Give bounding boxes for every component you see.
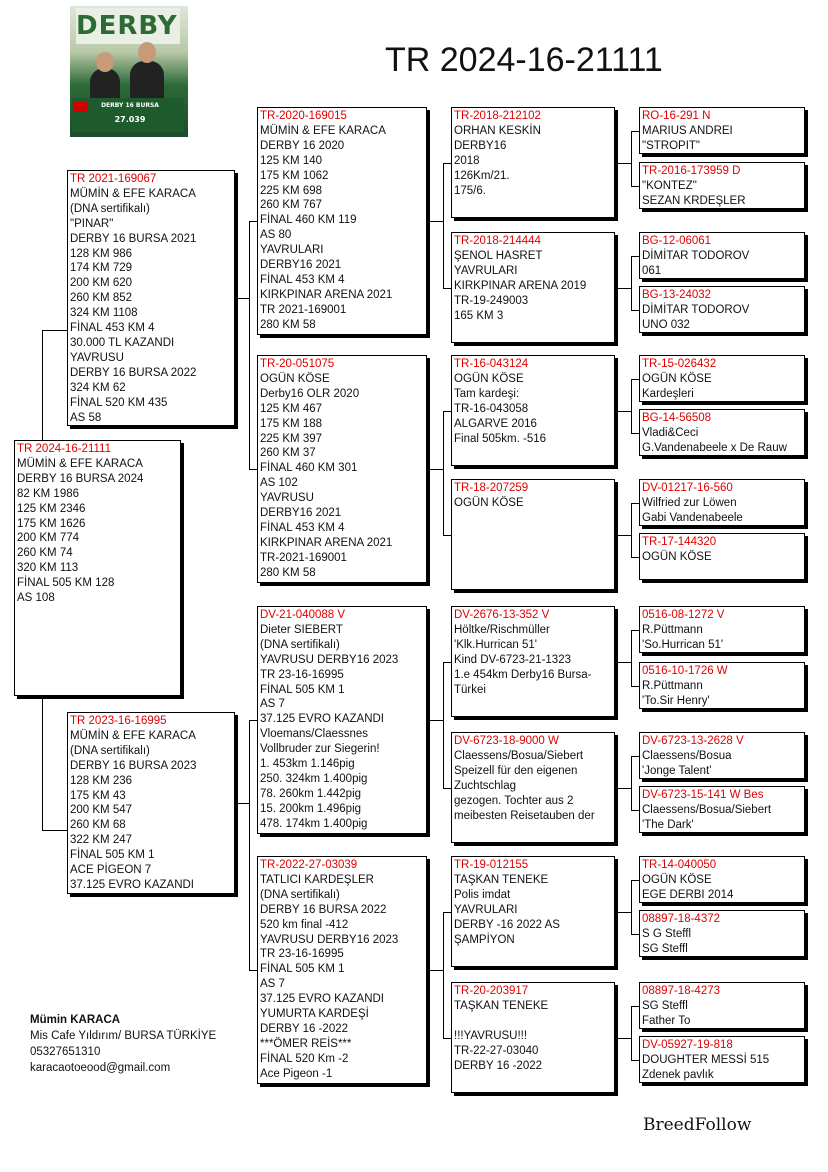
pigeon-detail-line: ACE PİGEON 7 <box>70 864 152 877</box>
connector-line <box>618 411 631 412</box>
pigeon-detail-line: !!!YAVRUSU!!! <box>454 1029 528 1042</box>
pigeon-detail-line: 37.125 EVRO KAZANDI <box>260 993 384 1006</box>
ring-number: DV-6723-15-141 W Bes <box>642 789 764 801</box>
pigeon-detail-line: meibesten Reisetauben der <box>454 809 595 822</box>
connector-line <box>443 662 451 663</box>
connector-line <box>618 788 631 789</box>
pigeon-detail-line: 175 KM 1626 <box>17 517 86 530</box>
pigeon-detail-line: 165 KM 3 <box>454 309 504 322</box>
ring-number: BG-13-24032 <box>642 289 712 301</box>
pigeon-card-sss <box>451 107 615 218</box>
connector-line <box>631 934 639 935</box>
ring-number: BG-14-56508 <box>642 412 712 424</box>
pigeon-detail-line: Vladi&Ceci <box>642 426 699 439</box>
pigeon-card-ddss <box>639 856 805 903</box>
ring-number: 0516-08-1272 V <box>642 609 725 621</box>
pigeon-detail-line: 200 KM 774 <box>17 532 80 545</box>
pigeon-detail-line: AS 108 <box>17 592 55 605</box>
pigeon-detail-line: 30.000 TL KAZANDI <box>70 336 175 349</box>
ring-number: DV-2676-13-352 V <box>454 609 550 621</box>
pigeon-detail-line: 320 KM 113 <box>17 562 79 575</box>
pigeon-detail-line: DERBY16 2021 <box>260 259 342 272</box>
connector-line <box>443 1038 451 1039</box>
pigeon-detail-line: FİNAL 505 KM 1 <box>260 683 345 696</box>
connector-line <box>631 131 639 132</box>
pigeon-card-ddsd <box>639 910 805 957</box>
pigeon-detail-line: 260 KM 852 <box>70 292 133 305</box>
pigeon-detail-line: TR 23-16-16995 <box>260 668 344 681</box>
pigeon-detail-line: OGÜN KÖSE <box>642 372 712 385</box>
connector-line <box>618 163 631 164</box>
ring-number: TR 2023-16-16995 <box>70 715 167 727</box>
connector-line <box>430 720 443 721</box>
connector-line <box>443 288 451 289</box>
pigeon-detail-line: AS 7 <box>260 978 285 991</box>
pigeon-detail-line: AS 58 <box>70 411 102 424</box>
connector-line <box>249 221 250 470</box>
pigeon-card-sddd <box>639 533 805 580</box>
ring-number: TR-15-026432 <box>642 358 717 370</box>
pigeon-card-ddd <box>451 982 615 1093</box>
connector-line <box>443 163 451 164</box>
pigeon-detail-line: (DNA sertifikalı) <box>260 638 340 651</box>
connector-line <box>618 288 631 289</box>
pigeon-detail-line: 225 KM 397 <box>260 432 323 445</box>
pigeon-card-dsss <box>639 606 805 653</box>
connector-line <box>42 830 67 831</box>
connector-line <box>443 411 444 536</box>
connector-line <box>631 810 639 811</box>
pigeon-detail-line: 260 KM 74 <box>17 547 73 560</box>
pigeon-detail-line: 37.125 EVRO KAZANDI <box>70 878 194 891</box>
pigeon-detail-line: gezogen. Tochter aus 2 <box>454 794 574 807</box>
pigeon-detail-line: TR-2021-169001 <box>260 551 347 564</box>
pigeon-detail-line: (DNA sertifikalı) <box>70 202 150 215</box>
connector-line <box>631 310 639 311</box>
ring-number: DV-6723-13-2628 V <box>642 735 744 747</box>
pigeon-detail-line: KIRKPINAR ARENA 2019 <box>454 279 587 292</box>
pigeon-card-sire <box>67 170 235 426</box>
owner-phone: 05327651310 <box>30 1046 101 1058</box>
ring-number: 08897-18-4372 <box>642 913 721 925</box>
pigeon-card-ddds <box>639 982 805 1029</box>
pigeon-card-dsds <box>639 732 805 779</box>
pigeon-detail-line: TR-16-043058 <box>454 402 529 415</box>
pigeon-detail-line: KIRKPINAR ARENA 2021 <box>260 536 393 549</box>
pigeon-detail-line: SEZAN KRDEŞLER <box>642 194 746 207</box>
pigeon-detail-line: Claessens/Bosua <box>642 749 732 762</box>
pigeon-detail-line: 78. 260km 1.442pig <box>260 787 362 800</box>
pigeon-detail-line: YAVRULARI <box>260 244 324 257</box>
pigeon-detail-line: Dieter SIEBERT <box>260 623 343 636</box>
connector-line <box>618 1038 631 1039</box>
pigeon-detail-line: 'Jonge Talent' <box>642 764 712 777</box>
pigeon-detail-line: (DNA sertifikalı) <box>70 744 150 757</box>
pigeon-detail-line: MÜMİN & EFE KARACA <box>70 187 196 200</box>
pigeon-detail-line: DERBY 16 BURSA 2022 <box>260 903 387 916</box>
pigeon-detail-line: DERBY 16 BURSA 2024 <box>17 472 144 485</box>
pigeon-detail-line: YAVRULARI <box>454 264 518 277</box>
pigeon-detail-line: 175 KM 1062 <box>260 169 329 182</box>
connector-line <box>631 256 632 311</box>
connector-line <box>631 630 639 631</box>
pigeon-card-sd <box>257 355 427 583</box>
pigeon-detail-line: DİMİTAR TODOROV <box>642 249 750 262</box>
pigeon-detail-line: G.Vandenabeele x De Rauw <box>642 441 787 454</box>
pigeon-detail-line: Türkei <box>454 683 486 696</box>
pigeon-detail-line: 250. 324km 1.400pig <box>260 772 368 785</box>
connector-line <box>249 221 257 222</box>
pigeon-detail-line: Gabi Vandenabeele <box>642 511 743 524</box>
connector-line <box>238 803 249 804</box>
pigeon-detail-line: MÜMİN & EFE KARACA <box>17 457 143 470</box>
ring-number: TR 2024-16-21111 <box>17 443 111 455</box>
pigeon-detail-line: DERBY -16 2022 AS <box>454 918 560 931</box>
pigeon-detail-line: R.Püttmann <box>642 679 703 692</box>
ring-number: TR-20-051075 <box>260 358 335 370</box>
pigeon-detail-line: 260 KM 68 <box>70 819 126 832</box>
pigeon-detail-line: 'To.Sir Henry' <box>642 694 710 707</box>
pigeon-detail-line: (DNA sertifikalı) <box>260 888 340 901</box>
pigeon-detail-line: 'The Dark' <box>642 818 694 831</box>
pigeon-detail-line <box>454 1014 614 1029</box>
connector-line <box>631 880 639 881</box>
ring-number: TR-14-040050 <box>642 859 717 871</box>
pigeon-detail-line: DERBY 16 BURSA 2022 <box>70 366 197 379</box>
pigeon-detail-line: Polis imdat <box>454 888 511 901</box>
pigeon-detail-line: 520 km final -412 <box>260 918 349 931</box>
pigeon-detail-line: 128 KM 986 <box>70 247 133 260</box>
pigeon-detail-line: 'Klk.Hurrican 51' <box>454 638 538 651</box>
connector-line <box>249 720 250 971</box>
connector-line <box>631 557 639 558</box>
pigeon-detail-line: 061 <box>642 264 662 277</box>
pigeon-detail-line: 128 KM 236 <box>70 774 133 787</box>
ring-number: TR 2021-169067 <box>70 173 157 185</box>
pigeon-card-sssd <box>639 162 805 209</box>
pigeon-detail-line: TR 2021-169001 <box>260 303 347 316</box>
pigeon-detail-line: FİNAL 453 KM 4 <box>260 273 345 286</box>
pigeon-card-sds <box>451 355 615 466</box>
pigeon-detail-line: DİMİTAR TODOROV <box>642 303 750 316</box>
pigeon-detail-line: DERBY 16 BURSA 2023 <box>70 759 197 772</box>
pigeon-detail-line: 175 KM 188 <box>260 417 323 430</box>
ring-number: TR-2018-214444 <box>454 235 541 247</box>
pigeon-card-ssds <box>639 232 805 279</box>
pigeon-card-dds <box>451 856 615 967</box>
pigeon-detail-line: DERBY16 2021 <box>260 507 342 520</box>
pigeon-card-ssd <box>451 232 615 343</box>
connector-line <box>631 433 639 434</box>
connector-line <box>443 163 444 289</box>
ring-number: RO-16-291 N <box>642 110 711 122</box>
connector-line <box>249 469 257 470</box>
pigeon-detail-line: "KONTEZ" <box>642 179 697 192</box>
pigeon-detail-line: 324 KM 1108 <box>70 307 138 320</box>
person-right-head <box>138 42 156 63</box>
pigeon-detail-line: Zdenek pavlık <box>642 1068 714 1081</box>
pigeon-detail-line: YAVRUSU DERBY16 2023 <box>260 653 399 666</box>
pigeon-detail-line: DOUGHTER MESSİ 515 <box>642 1053 770 1066</box>
connector-line <box>631 186 639 187</box>
pigeon-detail-line: SG Steffl <box>642 942 688 955</box>
pigeon-detail-line: 260 KM 37 <box>260 447 316 460</box>
pigeon-card-dsd <box>451 732 615 843</box>
ring-number: DV-6723-18-9000 W <box>454 735 559 747</box>
connector-line <box>443 535 451 536</box>
pigeon-detail-line: YAVRULARI <box>454 903 518 916</box>
ring-number: 0516-10-1726 W <box>642 665 728 677</box>
pigeon-detail-line: R.Püttmann <box>642 623 703 636</box>
pigeon-detail-line: ALGARVE 2016 <box>454 417 537 430</box>
pigeon-detail-line: Höltke/Rischmüller <box>454 623 550 636</box>
ring-number: TR-2016-173959 D <box>642 165 741 177</box>
pigeon-detail-line: 126Km/21. <box>454 169 510 182</box>
connector-line <box>443 411 451 412</box>
pigeon-detail-line: ***ÖMER REİS*** <box>260 1037 352 1050</box>
ring-number: TR-16-043124 <box>454 358 529 370</box>
connector-line <box>618 912 631 913</box>
pigeon-card-dam <box>67 712 235 894</box>
ring-number: BG-12-06061 <box>642 235 712 247</box>
owner-info <box>30 1012 216 1076</box>
pigeon-detail-line: Final 505km. -516 <box>454 432 547 445</box>
pigeon-detail-line: 225 KM 698 <box>260 184 323 197</box>
connector-line <box>430 970 443 971</box>
connector-line <box>631 1006 632 1061</box>
pigeon-detail-line: Ace Pigeon -1 <box>260 1067 333 1080</box>
pigeon-detail-line: Vollbruder zur Siegerin! <box>260 743 380 756</box>
pigeon-detail-line: FİNAL 453 KM 4 <box>260 521 345 534</box>
connector-line <box>631 756 632 811</box>
page-title: TR 2024-16-21111 <box>385 41 663 79</box>
pigeon-detail-line: Speizell für den eigenen <box>454 764 578 777</box>
pigeon-detail-line: SG Steffl <box>642 999 688 1012</box>
pigeon-card-dssd <box>639 662 805 709</box>
pigeon-detail-line: UNO 032 <box>642 318 690 331</box>
connector-line <box>443 662 444 789</box>
pigeon-detail-line: 15. 200km 1.496pig <box>260 802 362 815</box>
pigeon-detail-line: Claessens/Bosua/Siebert <box>454 749 584 762</box>
pigeon-detail-line: ŞAMPİYON <box>454 933 515 946</box>
pigeon-detail-line: FİNAL 460 KM 119 <box>260 214 357 227</box>
pigeon-detail-line: 200 KM 547 <box>70 804 133 817</box>
pigeon-card-sdds <box>639 479 805 526</box>
ring-number: DV-21-040088 V <box>260 609 346 621</box>
pigeon-detail-line: Zuchtschlag <box>454 779 517 792</box>
pigeon-detail-line: TATLICI KARDEŞLER <box>260 873 374 886</box>
connector-line <box>618 662 631 663</box>
pigeon-detail-line: OGÜN KÖSE <box>642 550 712 563</box>
connector-line <box>42 330 43 440</box>
ring-number: TR-19-012155 <box>454 859 529 871</box>
owner-photo <box>70 6 188 137</box>
pigeon-detail-line: 1. 453km 1.146pig <box>260 758 355 771</box>
pigeon-detail-line: FİNAL 505 KM 1 <box>260 963 345 976</box>
pigeon-detail-line: Kind DV-6723-21-1323 <box>454 653 571 666</box>
connector-line <box>618 535 631 536</box>
pigeon-detail-line: 175 KM 43 <box>70 789 126 802</box>
pigeon-detail-line: 280 KM 58 <box>260 566 316 579</box>
ring-number: TR-2018-212102 <box>454 110 541 122</box>
pigeon-detail-line: DERBY16 <box>454 139 507 152</box>
pigeon-detail-line: DERBY 16 BURSA 2021 <box>70 232 197 245</box>
ring-number: TR-2020-169015 <box>260 110 347 122</box>
owner-address: Mis Cafe Yıldırım/ BURSA TÜRKİYE <box>30 1030 217 1042</box>
pigeon-detail-line: 2018 <box>454 154 480 167</box>
pigeon-detail-line: 322 KM 247 <box>70 834 133 847</box>
pigeon-detail-line: DERBY 16 -2022 <box>454 1059 543 1072</box>
pigeon-detail-line: Tam kardeşi: <box>454 387 520 400</box>
pigeon-card-ds <box>257 606 427 834</box>
pigeon-detail-line: DERBY 16 2020 <box>260 139 345 152</box>
ring-number: DV-05927-19-818 <box>642 1039 733 1051</box>
connector-line <box>443 788 451 789</box>
pigeon-detail-line: MÜMİN & EFE KARACA <box>260 124 386 137</box>
brand-logo: BreedFollow <box>643 1115 752 1135</box>
connector-line <box>631 880 632 935</box>
pigeon-detail-line: "PINAR" <box>70 217 114 230</box>
ring-number: TR-20-203917 <box>454 985 529 997</box>
pigeon-detail-line: YUMURTA KARDEŞİ <box>260 1008 369 1021</box>
pigeon-detail-line: KIRKPINAR ARENA 2021 <box>260 288 393 301</box>
pigeon-card-sdss <box>639 355 805 402</box>
connector-line <box>430 221 443 222</box>
pigeon-detail-line: FİNAL 520 Km -2 <box>260 1052 349 1065</box>
owner-name: Mümin KARACA <box>30 1014 121 1026</box>
pigeon-detail-line: Derby16 OLR 2020 <box>260 387 360 400</box>
pigeon-detail-line: 174 KM 729 <box>70 262 133 275</box>
pigeon-detail-line: 324 KM 62 <box>70 381 126 394</box>
connector-line <box>631 1060 639 1061</box>
connector-line <box>443 912 444 1039</box>
pigeon-detail-line: OGÜN KÖSE <box>454 496 524 509</box>
pigeon-card-sdsd <box>639 409 805 456</box>
pigeon-detail-line: OGÜN KÖSE <box>260 372 330 385</box>
ring-number: 08897-18-4273 <box>642 985 721 997</box>
connector-line <box>631 379 639 380</box>
pigeon-card-ss <box>257 107 427 335</box>
pigeon-detail-line: 82 KM 1986 <box>17 487 80 500</box>
pigeon-detail-line: TR-19-249003 <box>454 294 529 307</box>
pigeon-detail-line: OGÜN KÖSE <box>642 873 712 886</box>
pigeon-detail-line: Vloemans/Claessnes <box>260 728 369 741</box>
connector-line <box>631 686 639 687</box>
connector-line <box>443 912 451 913</box>
pigeon-detail-line: FİNAL 453 KM 4 <box>70 322 155 335</box>
pigeon-detail-line: 1.e 454km Derby16 Bursa- <box>454 668 592 681</box>
pigeon-detail-line: YAVRUSU <box>260 492 314 505</box>
pigeon-detail-line: TAŞKAN TENEKE <box>454 999 549 1012</box>
pigeon-card-subject <box>14 440 181 696</box>
pigeon-detail-line: Kardeşleri <box>642 387 694 400</box>
connector-line <box>249 970 257 971</box>
pigeon-detail-line: ŞENOL HASRET <box>454 249 543 262</box>
pigeon-detail-line: 125 KM 140 <box>260 154 323 167</box>
connector-line <box>631 131 632 187</box>
pigeon-card-ssdd <box>639 286 805 333</box>
pigeon-detail-line: S G Steffl <box>642 927 692 940</box>
pigeon-detail-line: FİNAL 505 KM 1 <box>70 849 155 862</box>
pigeon-detail-line: 'So.Hurrican 51' <box>642 638 724 651</box>
pigeon-detail-line: 125 KM 467 <box>260 402 323 415</box>
connector-line <box>631 503 639 504</box>
pigeon-detail-line: Father To <box>642 1014 691 1027</box>
connector-line <box>238 298 249 299</box>
pigeon-detail-line: Wilfried zur Löwen <box>642 496 737 509</box>
ring-number: TR-2022-27-03039 <box>260 859 358 871</box>
pigeon-detail-line: Claessens/Bosua/Siebert <box>642 803 772 816</box>
connector-line <box>631 1006 639 1007</box>
ring-number: DV-01217-16-560 <box>642 482 733 494</box>
connector-line <box>631 630 632 687</box>
pigeon-detail-line: EGE DERBI 2014 <box>642 888 734 901</box>
pigeon-detail-line: 260 KM 767 <box>260 199 323 212</box>
pigeon-detail-line: MARIUS ANDREI <box>642 124 733 137</box>
pigeon-detail-line: YAVRUSU DERBY16 2023 <box>260 933 399 946</box>
pigeon-detail-line: TR 23-16-16995 <box>260 948 344 961</box>
connector-line <box>430 469 443 470</box>
pigeon-detail-line: AS 80 <box>260 229 292 242</box>
photo-banner: DERBY <box>76 8 180 44</box>
pigeon-card-ssss <box>639 107 805 154</box>
photo-board-text: DERBY 16 BURSA 27.039 <box>101 102 159 124</box>
ring-number: TR-18-207259 <box>454 482 529 494</box>
pigeon-detail-line: "STROPIT" <box>642 139 700 152</box>
pigeon-detail-line: DERBY 16 -2022 <box>260 1022 349 1035</box>
connector-line <box>631 503 632 558</box>
pigeon-detail-line: FİNAL 460 KM 301 <box>260 462 358 475</box>
pigeon-detail-line: OGÜN KÖSE <box>454 372 524 385</box>
pigeon-detail-line: TR-22-27-03040 <box>454 1044 539 1057</box>
pigeon-detail-line: 200 KM 620 <box>70 277 133 290</box>
connector-line <box>631 379 632 434</box>
connector-line <box>249 720 257 721</box>
pigeon-detail-line: AS 102 <box>260 477 298 490</box>
connector-line <box>631 256 639 257</box>
pigeon-detail-line: AS 7 <box>260 698 285 711</box>
person-left-head <box>96 52 114 72</box>
owner-email: karacaotoeood@gmail.com <box>30 1062 171 1074</box>
pigeon-detail-line: TAŞKAN TENEKE <box>454 873 549 886</box>
pigeon-card-dsdd <box>639 786 805 833</box>
connector-line <box>42 696 43 830</box>
connector-line <box>42 330 67 331</box>
pigeon-detail-line: FİNAL 505 KM 128 <box>17 577 115 590</box>
pigeon-card-dddd <box>639 1036 805 1083</box>
pigeon-detail-line: ORHAN KESKİN <box>454 124 541 137</box>
pigeon-detail-line: 280 KM 58 <box>260 318 316 331</box>
pigeon-detail-line: 37.125 EVRO KAZANDI <box>260 713 384 726</box>
pigeon-card-dss <box>451 606 615 717</box>
pigeon-detail-line: 478. 174km 1.400pig <box>260 817 368 830</box>
pigeon-card-dd <box>257 856 427 1084</box>
pigeon-detail-line: FİNAL 520 KM 435 <box>70 396 168 409</box>
connector-line <box>631 756 639 757</box>
pigeon-detail-line: YAVRUSU <box>70 351 124 364</box>
ring-number: TR-17-144320 <box>642 536 717 548</box>
pigeon-card-sdd <box>451 479 615 590</box>
pigeon-detail-line: MÜMİN & EFE KARACA <box>70 729 196 742</box>
pigeon-detail-line: 175/6. <box>454 184 486 197</box>
pigeon-detail-line: 125 KM 2346 <box>17 502 86 515</box>
